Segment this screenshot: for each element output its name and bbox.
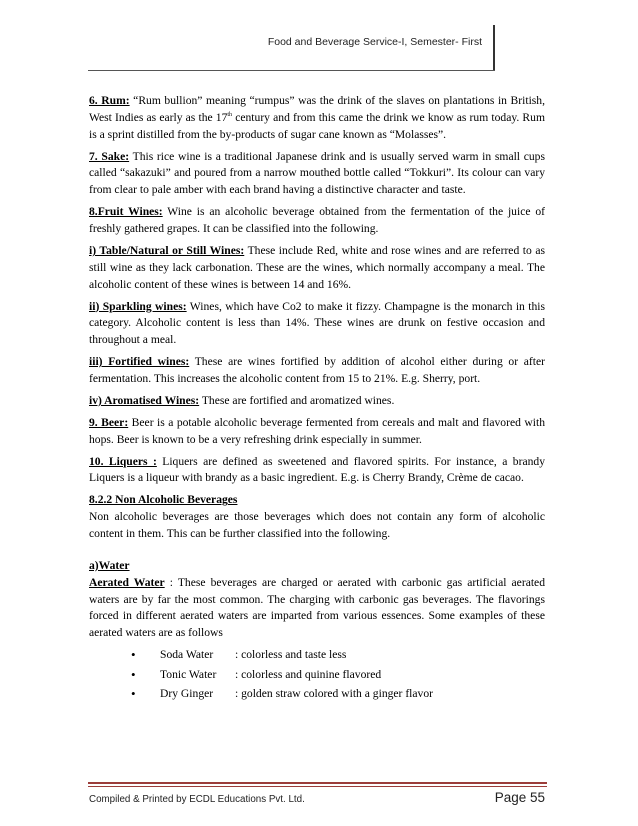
list-item — [89, 686, 545, 706]
footer-rule-thick — [88, 782, 547, 784]
page-content — [89, 93, 545, 706]
rum-sup: th — [227, 111, 233, 118]
bullet-name: Dry Ginger — [160, 687, 214, 701]
fruit-wines-lead: 8.Fruit Wines: — [89, 205, 163, 219]
sparkling-wines-text: Wines, which have Co2 to make it fizzy. Champagne is the monarch in this category. Alcoholic content is less than 14%. These wines are drunk on festive occasion and throughout a meal. — [89, 299, 545, 347]
aromatised-wines-lead: iv) Aromatised Wines: — [89, 393, 200, 407]
bullet-name: Soda Water — [160, 648, 214, 662]
footer-rule-thin — [88, 786, 547, 787]
table-wines-lead: i) Table/Natural or Still Wines: — [89, 243, 245, 257]
aerated-water-list — [89, 647, 545, 706]
para-rum — [89, 93, 545, 143]
beer-text: Beer is a potable alcoholic beverage fermented from cereals and malt and flavored with hops. Beer is known to be a very refreshing drink especially in summer. — [89, 415, 545, 446]
rum-text-a: “Rum bullion” meaning “rumpus” was the drink of the slaves on plantations in British, West Indies as early as the 17 — [89, 94, 545, 124]
non-alcoholic-heading: 8.2.2 Non Alcoholic Beverages — [89, 493, 238, 507]
bullet-desc: : colorless and taste less — [235, 648, 347, 662]
para-sake — [89, 149, 545, 199]
header-divider-vertical — [493, 25, 495, 71]
sake-text: This rice wine is a traditional Japanese drink and is usually served warm in small cups called “sakazuki” and poured from a narrow mouthed bottle called “Tokkuri”. Its colour can vary from clear to pale amber with each brand having a distinctive character and taste. — [89, 149, 545, 197]
fortified-wines-text: These are wines fortified by addition of alcohol either during or after fermentation. This increases the alcoholic content from 15 to 21%. E.g. Sherry, port. — [89, 355, 545, 385]
para-liquers — [89, 454, 545, 488]
bullet-icon: • — [131, 647, 136, 663]
fortified-wines-lead: iii) Fortified wines: — [89, 355, 190, 369]
para-aerated-water — [89, 575, 545, 642]
header-title: Food and Beverage Service-I, Semester- First — [267, 36, 482, 48]
liquers-lead: 10. Liquers : — [89, 454, 157, 468]
para-aromatised-wines — [89, 393, 545, 410]
footer-publisher: Compiled & Printed by ECDL Educations Pvt. Ltd. — [89, 794, 305, 805]
para-beer — [89, 415, 545, 449]
sake-lead: 7. Sake: — [89, 149, 130, 163]
para-fortified-wines — [89, 354, 545, 388]
table-wines-text: These include Red, white and rose wines and are referred to as still wine as they lack carbonation. These are the wines, which normally accompany a meal. The alcoholic content of these wines is between 14 and 16%. — [89, 243, 545, 291]
rum-lead: 6. Rum: — [89, 94, 130, 107]
bullet-name: Tonic Water — [160, 667, 217, 681]
sparkling-wines-lead: ii) Sparkling wines: — [89, 299, 187, 313]
water-heading: a)Water — [89, 559, 130, 572]
bullet-icon: • — [131, 686, 136, 702]
para-non-alcoholic: Non alcoholic beverages are those beverages which does not contain any form of alcoholic content in them. This can be further classified into the following. — [89, 510, 545, 541]
aerated-text: : These beverages are charged or aerated with carbonic gas artificial aerated waters are by far the most common. The charging with carbonic gas beverages. The flavorings forced in different aerated waters are imparted from various essences. Some examples of these aerated waters are as follows — [89, 575, 545, 640]
para-fruit-wines — [89, 204, 545, 238]
aromatised-wines-text: These are fortified and aromatized wines. — [199, 393, 395, 407]
page-number: Page 55 — [494, 790, 545, 805]
bullet-desc: : colorless and quinine flavored — [235, 667, 382, 681]
rum-text-b: century and from this came the drink we know as rum today. Rum is a sprint distilled from the by-products of sugar cane known as “Molasses”. — [89, 110, 545, 141]
section-spacer — [89, 548, 545, 558]
list-item — [89, 667, 545, 687]
para-table-wines — [89, 243, 545, 293]
list-item — [89, 647, 545, 667]
aerated-lead: Aerated Water — [89, 575, 165, 589]
beer-lead: 9. Beer: — [89, 415, 129, 429]
header-divider-horizontal — [88, 70, 495, 71]
bullet-desc: : golden straw colored with a ginger flavor — [235, 687, 433, 701]
para-sparkling-wines — [89, 299, 545, 349]
fruit-wines-text: Wine is an alcoholic beverage obtained from the fermentation of the juice of freshly gathered grapes. It can be classified into the following. — [89, 205, 545, 235]
liquers-text: Liquers are defined as sweetened and flavored spirits. For instance, a brandy Liquers is a liqueur with brandy as a basic ingredient. E.g. is Cherry Brandy, Crème de cacao. — [89, 454, 545, 485]
bullet-icon: • — [131, 666, 136, 682]
